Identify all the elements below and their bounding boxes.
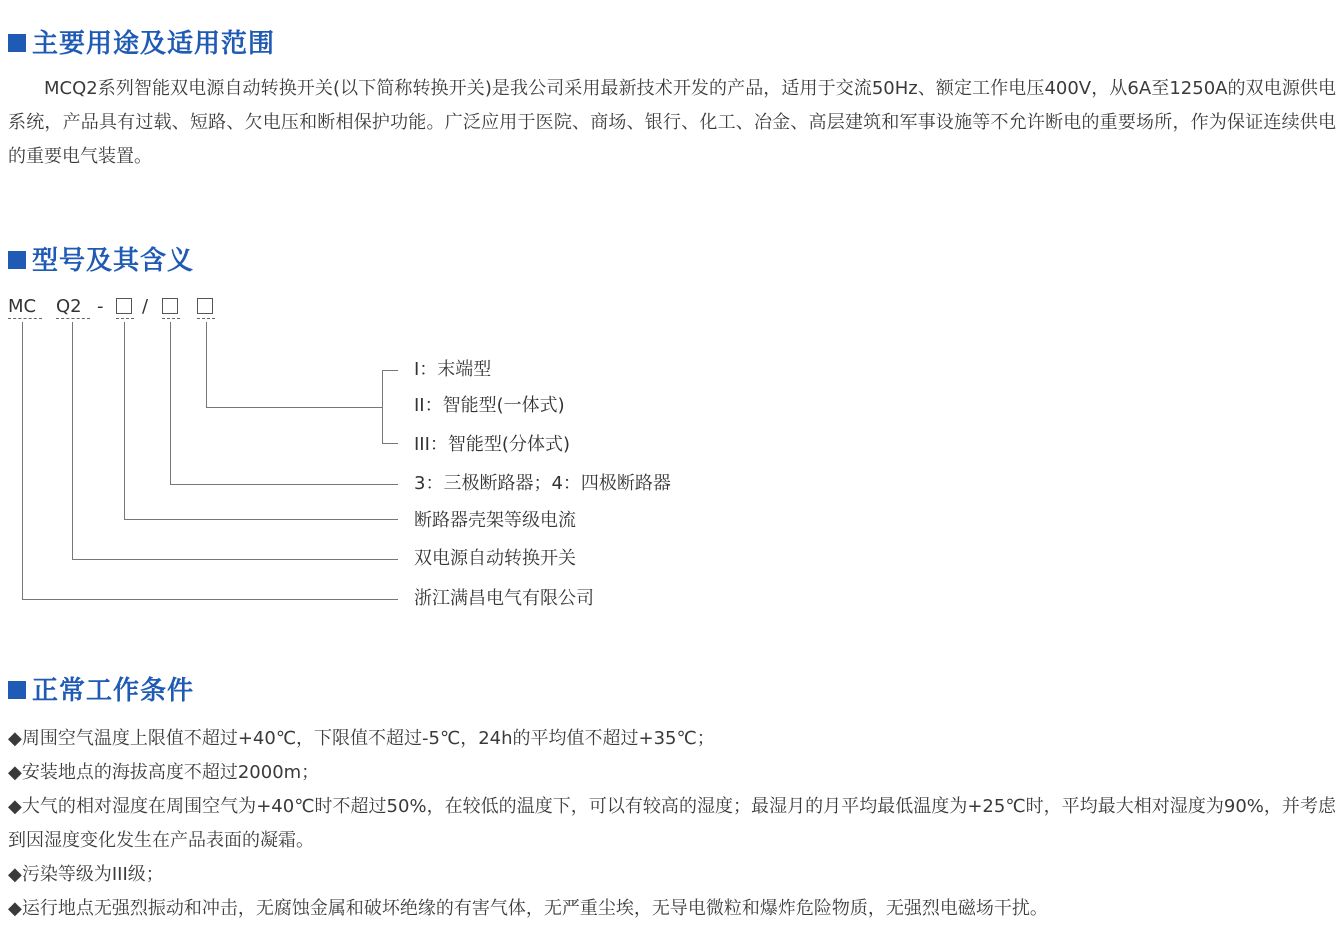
connector-product-h — [72, 559, 398, 560]
code-box-type-underline — [197, 318, 215, 319]
conditions-heading — [8, 675, 194, 707]
code-dash: - — [97, 296, 104, 317]
label-frame: 断路器壳架等级电流 — [414, 510, 576, 531]
model-heading — [8, 245, 194, 277]
code-box-poles-underline — [162, 318, 180, 319]
connector-company-h — [22, 599, 398, 600]
square-bullet-icon — [8, 251, 26, 269]
condition-item: ◆周围空气温度上限值不超过+40℃，下限值不超过-5℃，24h的平均值不超过+35℃； — [8, 728, 715, 749]
code-box-poles — [162, 298, 178, 314]
label-type-3: III：智能型(分体式) — [414, 434, 570, 455]
label-poles: 3：三极断路器；4：四极断路器 — [414, 473, 671, 494]
label-company: 浙江满昌电气有限公司 — [414, 588, 594, 609]
condition-item: ◆大气的相对湿度在周围空气为+40℃时不超过50%，在较低的温度下，可以有较高的湿度；最湿月的月平均最低温度为+25℃时，平均最大相对湿度为90%，并考虑到因湿度变化发生在产品表面的凝霜。 — [8, 796, 1336, 851]
label-type-1: I：末端型 — [414, 359, 492, 380]
code-box-frame — [116, 298, 132, 314]
connector-type-h — [206, 407, 382, 408]
label-product: 双电源自动转换开关 — [414, 548, 576, 569]
code-box-type — [197, 298, 213, 314]
code-mc-underline — [8, 318, 42, 319]
connector-frame-h — [124, 519, 398, 520]
code-mc: MC — [8, 296, 37, 317]
connector-poles-h — [170, 484, 398, 485]
condition-item: ◆运行地点无强烈振动和冲击，无腐蚀金属和破坏绝缘的有害气体，无严重尘埃，无导电微粒和爆炸危险物质，无强烈电磁场干扰。 — [8, 898, 1048, 919]
condition-item: ◆安装地点的海拔高度不超过2000m； — [8, 762, 320, 783]
connector-type-v — [206, 322, 207, 408]
code-slash: / — [142, 296, 149, 317]
type-bracket-top — [382, 370, 398, 371]
usage-heading-text: 主要用途及适用范围 — [32, 29, 276, 59]
code-q2: Q2 — [56, 296, 82, 317]
square-bullet-icon — [8, 681, 26, 699]
square-bullet-icon — [8, 34, 26, 52]
connector-product-v — [72, 322, 73, 560]
model-heading-text: 型号及其含义 — [32, 246, 195, 276]
conditions-heading-text: 正常工作条件 — [32, 676, 195, 706]
connector-poles-v — [170, 322, 171, 485]
usage-text: MCQ2系列智能双电源自动转换开关(以下简称转换开关)是我公司采用最新技术开发的产品，适用于交流50Hz、额定工作电压400V，从6A至1250A的双电源供电系统，产品具有过载、短路、欠电压和断相保护功能。广泛应用于医院、商场、银行、化工、冶金、高层建筑和军事设施等不允许断电的重要场所，作为保证连续供电的重要电气装置。 — [8, 78, 1336, 167]
conditions-list — [8, 722, 1336, 926]
type-bracket-v — [382, 370, 383, 444]
type-bracket-bottom — [382, 443, 398, 444]
usage-paragraph — [8, 72, 1336, 174]
code-q2-underline — [56, 318, 90, 319]
condition-item: ◆污染等级为III级； — [8, 864, 164, 885]
usage-heading — [8, 28, 275, 60]
code-box-frame-underline — [116, 318, 134, 319]
connector-frame-v — [124, 322, 125, 520]
label-type-2: II：智能型(一体式) — [414, 395, 565, 416]
connector-company-v — [22, 322, 23, 600]
